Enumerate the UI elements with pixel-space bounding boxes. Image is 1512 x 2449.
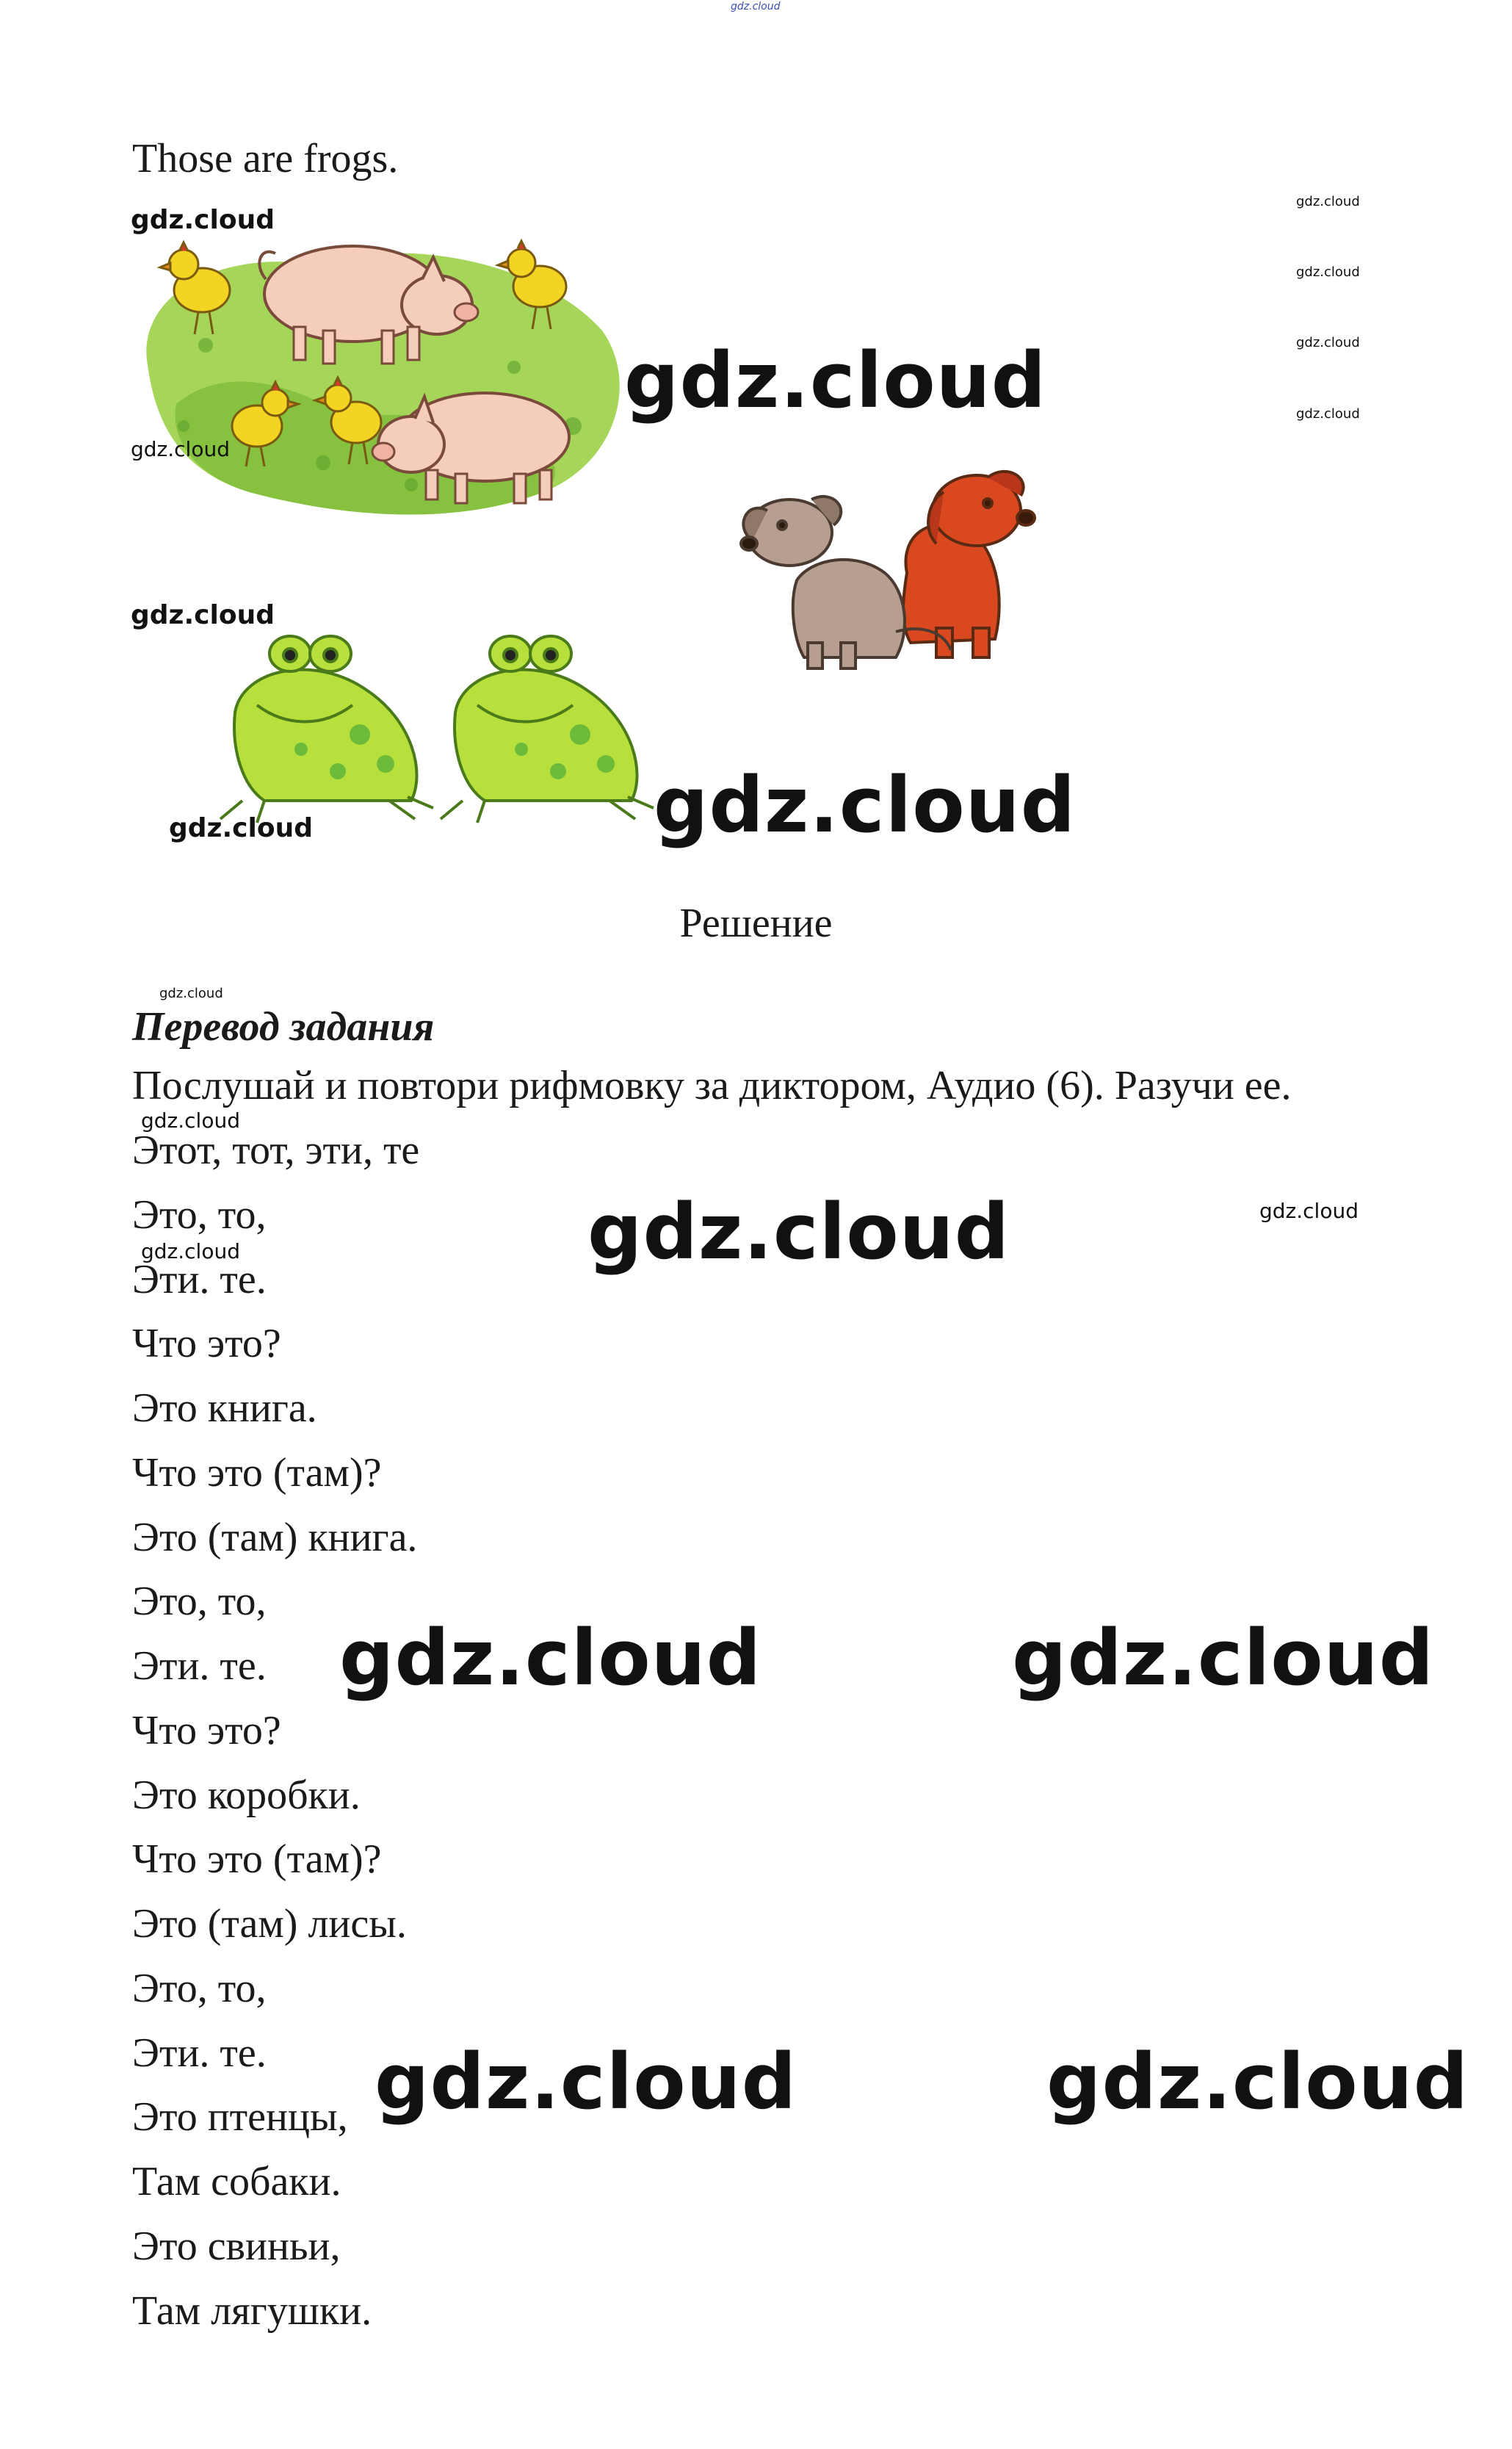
poem-line: Это коробки.	[132, 1772, 361, 1818]
poem-line: Это, то,	[132, 1192, 267, 1238]
poem-line: Что это?	[132, 1321, 281, 1366]
watermark: gdz.cloud	[1296, 406, 1360, 422]
watermark: gdz.cloud	[131, 600, 275, 630]
poem-line: Что это (там)?	[132, 1450, 382, 1496]
watermark: gdz.cloud	[1296, 194, 1360, 209]
watermark: gdz.cloud	[141, 1108, 240, 1133]
watermark: gdz.cloud	[1296, 264, 1360, 280]
poem-line: Это, то,	[132, 1966, 267, 2011]
poem-line: Эти. те.	[132, 1643, 267, 1689]
watermark: gdz.cloud	[131, 205, 275, 235]
poem-line: Эти. те.	[132, 1257, 267, 1302]
poem-line: Этот, тот, эти, те	[132, 1128, 420, 1173]
watermark: gdz.cloud	[375, 2037, 797, 2127]
watermark: gdz.cloud	[141, 1239, 240, 1263]
solution-title: Решение	[679, 901, 833, 946]
two-frogs-illustration	[213, 624, 668, 830]
watermark: gdz.cloud	[1046, 2037, 1469, 2127]
task-last-line: Those are frogs.	[132, 136, 399, 181]
watermark: gdz.cloud	[624, 336, 1047, 425]
poem-line: Это птенцы,	[132, 2094, 348, 2140]
two-dogs-illustration	[723, 448, 1076, 676]
watermark: gdz.cloud	[1296, 335, 1360, 350]
poem-line: Что это (там)?	[132, 1836, 382, 1882]
watermark: gdz.cloud	[159, 986, 223, 1001]
watermark: gdz.cloud	[1259, 1199, 1359, 1223]
watermark: gdz.cloud	[169, 813, 313, 843]
poem-line: Там лягушки.	[132, 2288, 372, 2334]
poem-line: Это, то,	[132, 1579, 267, 1624]
instruction-text: Послушай и повтори рифмовку за диктором, Аудио (6). Разучи ее.	[132, 1063, 1292, 1108]
poem-line: Это (там) книга.	[132, 1515, 418, 1560]
top-watermark: gdz.cloud	[731, 1, 781, 12]
poem-line: Это книга.	[132, 1385, 317, 1431]
poem-line: Там собаки.	[132, 2159, 341, 2204]
watermark: gdz.cloud	[131, 437, 230, 461]
watermark: gdz.cloud	[654, 760, 1077, 850]
watermark: gdz.cloud	[587, 1187, 1010, 1277]
poem-line: Что это?	[132, 1708, 281, 1753]
poem-line: Это свиньи,	[132, 2223, 341, 2269]
translation-heading: Перевод задания	[132, 1004, 435, 1050]
watermark: gdz.cloud	[1012, 1613, 1435, 1703]
watermark: gdz.cloud	[339, 1613, 762, 1703]
poem-line: Эти. те.	[132, 2030, 267, 2076]
poem-line: Это (там) лисы.	[132, 1901, 407, 1947]
